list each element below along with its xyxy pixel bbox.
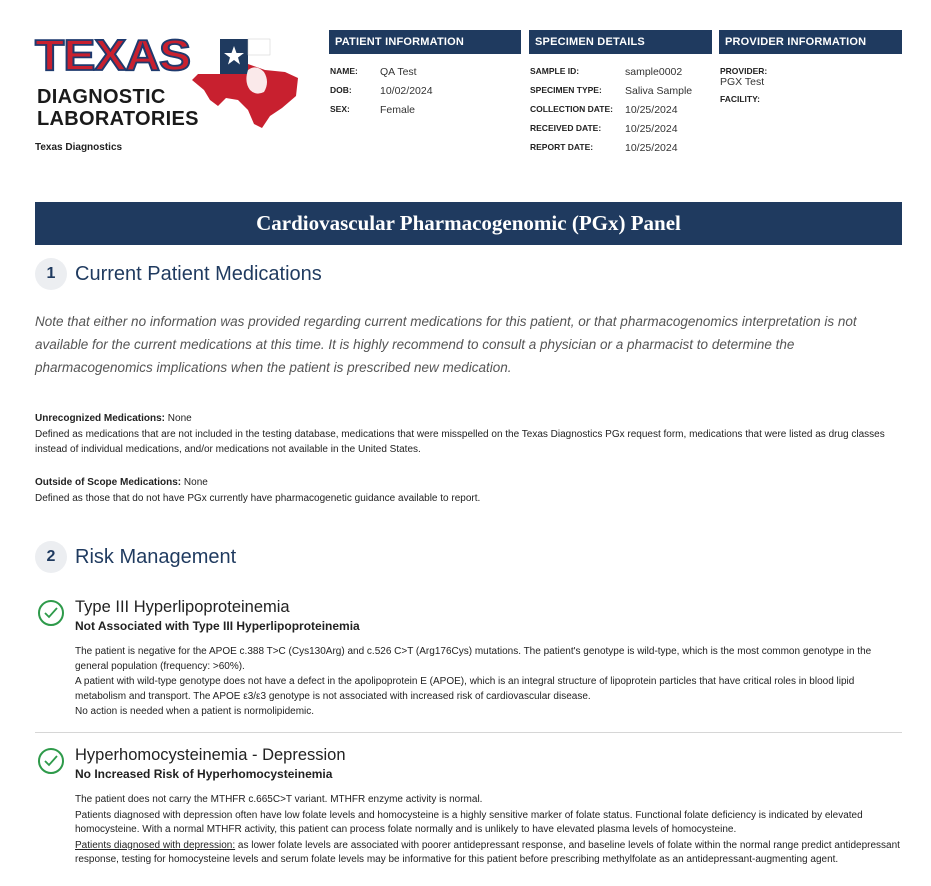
provider-value: PGX Test [720, 76, 765, 88]
risk-description: The patient does not carry the MTHFR c.665C>T variant. MTHFR enzyme activity is normal. Patients diagnosed with depression often have low folate levels and homocysteine is a highly sensitive marker of folate status. Functional folate deficiency is indicated by elevated homocysteine. With a normal MTHFR activity, this patient can process folate normally and is unlikely to have elevated plasma levels of homocysteine. Patients diagnosed with depression: as lower folate levels are associated with poorer antidepressant response, and baseline levels of folate within the normal range predict antidepressant response, testing for homocysteine levels and serum folate levels may be informative for this patient before prescribing methylfolate as an antidepressant-augmenting agent. [75, 794, 900, 865]
medications-note: Note that either no information was provided regarding current medications for this patient, or that pharmacogenomics interpretation is not available for the current medications at this time. It is highly recommend to consult a physician or a pharmacist to determine the pharmacogenomics implications when the patient is prescribed new medication. [35, 314, 857, 375]
section-title: Risk Management [75, 545, 237, 568]
patient-row: DOB: 10/02/2024 [330, 85, 433, 97]
outside-scope-value: None [181, 477, 208, 488]
texas-state-icon [190, 34, 300, 129]
check-circle-icon [38, 748, 64, 774]
patient-information-panel [329, 30, 521, 116]
specimen-row: REPORT DATE: 10/25/2024 [530, 142, 678, 154]
outside-scope-medications-block [35, 475, 902, 506]
risk-description: The patient is negative for the APOE c.388 T>C (Cys130Arg) and c.526 C>T (Arg176Cys) mutations. The patient's genotype is wild-type, which is the most common genotype in the general population (frequency: >60%). A patient with wild-type genotype does not have a defect in the apolipoprotein E (APOE), which is an integral structure of lipoprotein particles that have critical roles in blood lipid metabolism and transport. The APOE ε3/ε3 genotype is not associated with increased risk of cardiovascular disease. No action is needed when a patient is normolipidemic. [75, 646, 872, 717]
unrecognized-medications-value: None [165, 413, 192, 424]
patient-row: SEX: Female [330, 104, 416, 116]
section-number-badge: 1 [35, 258, 67, 290]
check-circle-icon [38, 600, 64, 626]
risk-result: No Increased Risk of Hyperhomocysteinemia [75, 767, 333, 781]
facility-label: FACILITY: [720, 94, 760, 104]
unrecognized-medications-label: Unrecognized Medications: [35, 413, 166, 424]
logo-wordmark-texas: TEXAS [35, 32, 191, 80]
patient-row: NAME: QA Test [330, 66, 417, 78]
patient-dob-value: 10/02/2024 [380, 85, 433, 97]
outside-scope-label: Outside of Scope Medications: [35, 477, 182, 488]
logo-wordmark-laboratories: LABORATORIES [37, 108, 199, 130]
brand-caption: Texas Diagnostics [35, 142, 123, 153]
depression-lead: Patients diagnosed with depression: [75, 839, 236, 851]
specimen-row: SAMPLE ID: sample0002 [530, 66, 683, 78]
specimen-row: RECEIVED DATE: 10/25/2024 [530, 123, 678, 135]
risk-title: Hyperhomocysteinemia - Depression [75, 746, 346, 764]
logo-wordmark-diagnostic: DIAGNOSTIC [37, 86, 166, 108]
provider-information-header: PROVIDER INFORMATION [719, 30, 902, 54]
unrecognized-medications-block [35, 411, 902, 458]
section-number-badge: 2 [35, 541, 67, 573]
section-2-heading [35, 541, 236, 573]
outside-scope-definition: Defined as those that do not have PGx currently have pharmacogenetic guidance available to report. [35, 492, 481, 504]
risk-item-hyperlipoproteinemia [35, 598, 902, 728]
patient-information-header: PATIENT INFORMATION [329, 30, 521, 54]
unrecognized-medications-definition: Defined as medications that are not included in the testing database, medications that were misspelled on the Texas Diagnostics PGx request form, medications that were listed as drug classes instead of individual medications, and/or medications not available in the United States. [35, 428, 885, 455]
section-1-heading [35, 258, 322, 290]
specimen-row: COLLECTION DATE: 10/25/2024 [530, 104, 678, 116]
patient-name-value: QA Test [380, 66, 417, 78]
specimen-details-header: SPECIMEN DETAILS [529, 30, 712, 54]
company-logo [35, 34, 275, 134]
section-title: Current Patient Medications [75, 262, 322, 285]
report-title-banner: Cardiovascular Pharmacogenomic (PGx) Panel [35, 202, 902, 245]
divider [35, 732, 902, 733]
specimen-details-panel [529, 30, 712, 154]
provider-information-panel [719, 30, 902, 104]
risk-title: Type III Hyperlipoproteinemia [75, 598, 290, 616]
risk-result: Not Associated with Type III Hyperlipoproteinemia [75, 619, 360, 633]
patient-sex-value: Female [380, 104, 416, 116]
provider-label: PROVIDER: [720, 66, 768, 76]
risk-item-hyperhomocysteinemia [35, 746, 902, 886]
specimen-row: SPECIMEN TYPE: Saliva Sample [530, 85, 693, 97]
